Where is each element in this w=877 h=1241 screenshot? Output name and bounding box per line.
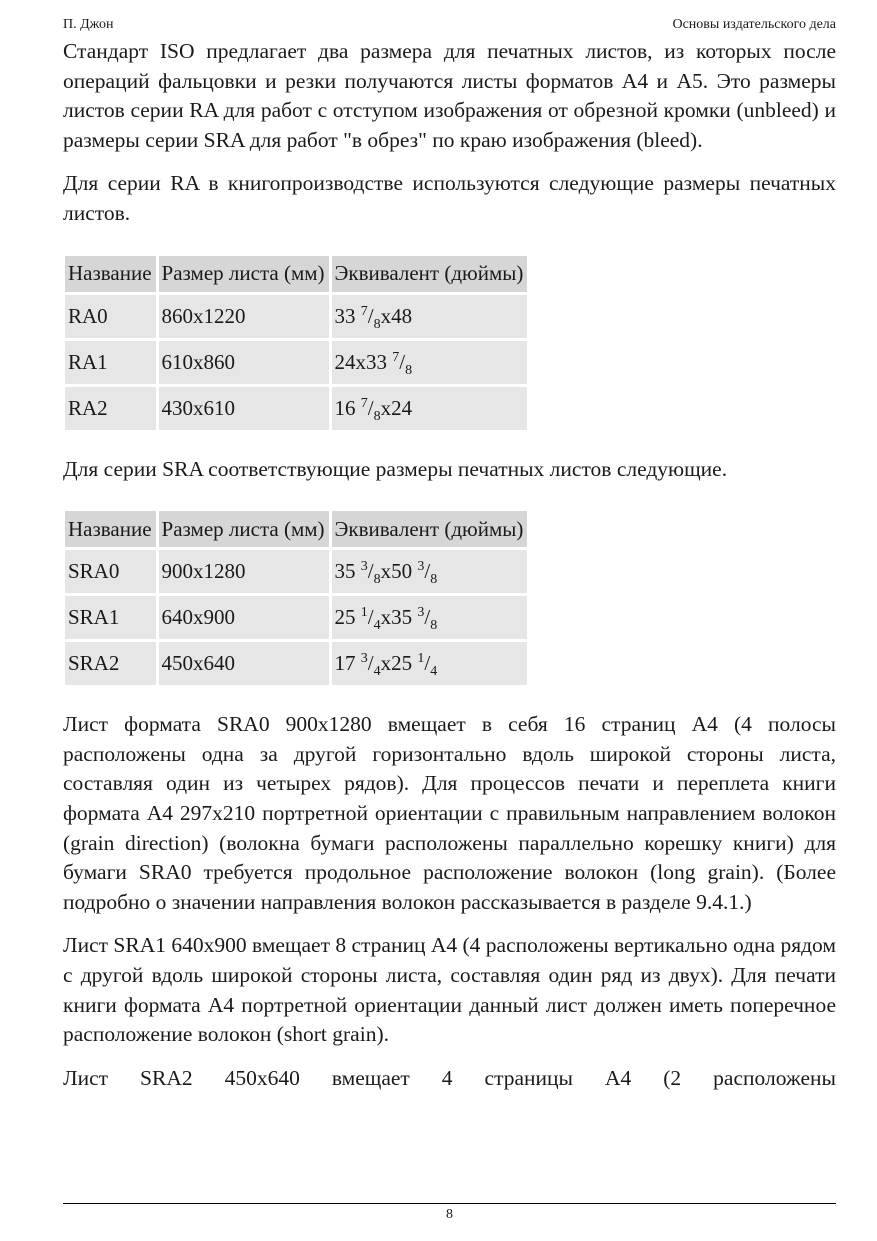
table-header-row (65, 256, 527, 292)
paragraph-sra1-description: Лист SRA1 640x900 вмещает 8 страниц А4 (4 расположены вертикально одна рядом с другой вдоль широкой стороны листа, составляя один ряд из двух). Для печати книги формата А4 портретной ориентации данный лист должен иметь поперечное расположение волокон (short grain). (63, 933, 836, 1047)
paragraph-ra-intro: Для серии RA в книгопроизводстве используются следующие размеры печатных листов. (63, 171, 836, 225)
table-row (65, 387, 527, 430)
footer-divider (63, 1203, 836, 1204)
cell-name: SRA2 (65, 642, 156, 685)
column-header-equiv: Эквивалент (дюймы) (332, 511, 528, 547)
cell-size: 430x610 (159, 387, 329, 430)
page-body (63, 37, 836, 1093)
header-author: П. Джон (63, 17, 114, 32)
cell-equiv: 33 $^7/_8x48$ (332, 295, 528, 338)
column-header-size: Размер листа (мм) (159, 256, 329, 292)
ra-sizes-table (62, 253, 530, 433)
paragraph-sra0-description: Лист формата SRA0 900x1280 вмещает в себя 16 страниц А4 (4 полосы расположены одна за другой горизонтально вдоль широкой стороны листа, составляя один из четырех рядов). Для процессов печати и переплета книги формата А4 297x210 портретной ориентации с правильным направлением волокон (grain direction) (волокна бумаги расположены параллельно корешку книги) для бумаги SRA0 требуется продольное расположение волокон (long grain). (Более подробно о значении направления волокон рассказывается в разделе 9.4.1.) (63, 712, 836, 914)
paragraph-intro: Стандарт ISO предлагает два размера для печатных листов, из которых после операций фальцовки и резки получаются листы форматов А4 и А5. Это размеры листов серии RA для работ с отступом изображения от обрезной кромки (unbleed) и размеры серии SRA для работ "в обрез" по краю изображения (bleed). (63, 39, 836, 152)
column-header-size: Размер листа (мм) (159, 511, 329, 547)
column-header-equiv: Эквивалент (дюймы) (332, 256, 528, 292)
column-header-name: Название (65, 511, 156, 547)
cell-equiv: 17 $^3/_4x25$ $^1/_4$ (332, 642, 528, 685)
page-number: 8 (446, 1207, 453, 1222)
cell-equiv: 24x33 $^7/_8$ (332, 341, 528, 384)
cell-name: RA2 (65, 387, 156, 430)
cell-equiv: 25 $^1/_4x35$ $^3/_8$ (332, 596, 528, 639)
header-book-title: Основы издательского дела (672, 17, 836, 32)
cell-size: 450x640 (159, 642, 329, 685)
cell-size: 860x1220 (159, 295, 329, 338)
cell-size: 900x1280 (159, 550, 329, 593)
paragraph-sra2-description: Лист SRA2 450x640 вмещает 4 страницы А4 (2 расположены (63, 1065, 836, 1090)
cell-size: 640x900 (159, 596, 329, 639)
table-row (65, 642, 527, 685)
sra-sizes-table (62, 508, 530, 688)
cell-equiv: 16 $^7/_8x24$ (332, 387, 528, 430)
cell-size: 610x860 (159, 341, 329, 384)
cell-name: RA1 (65, 341, 156, 384)
table-row (65, 295, 527, 338)
table-row (65, 550, 527, 593)
paragraph-sra-intro: Для серии SRA соответствующие размеры печатных листов следующие. (63, 456, 728, 481)
cell-name: SRA1 (65, 596, 156, 639)
cell-name: SRA0 (65, 550, 156, 593)
table-header-row (65, 511, 527, 547)
cell-equiv: 35 $^3/_8x50$ $^3/_8$ (332, 550, 528, 593)
table-row (65, 341, 527, 384)
column-header-name: Название (65, 256, 156, 292)
cell-name: RA0 (65, 295, 156, 338)
table-row (65, 596, 527, 639)
